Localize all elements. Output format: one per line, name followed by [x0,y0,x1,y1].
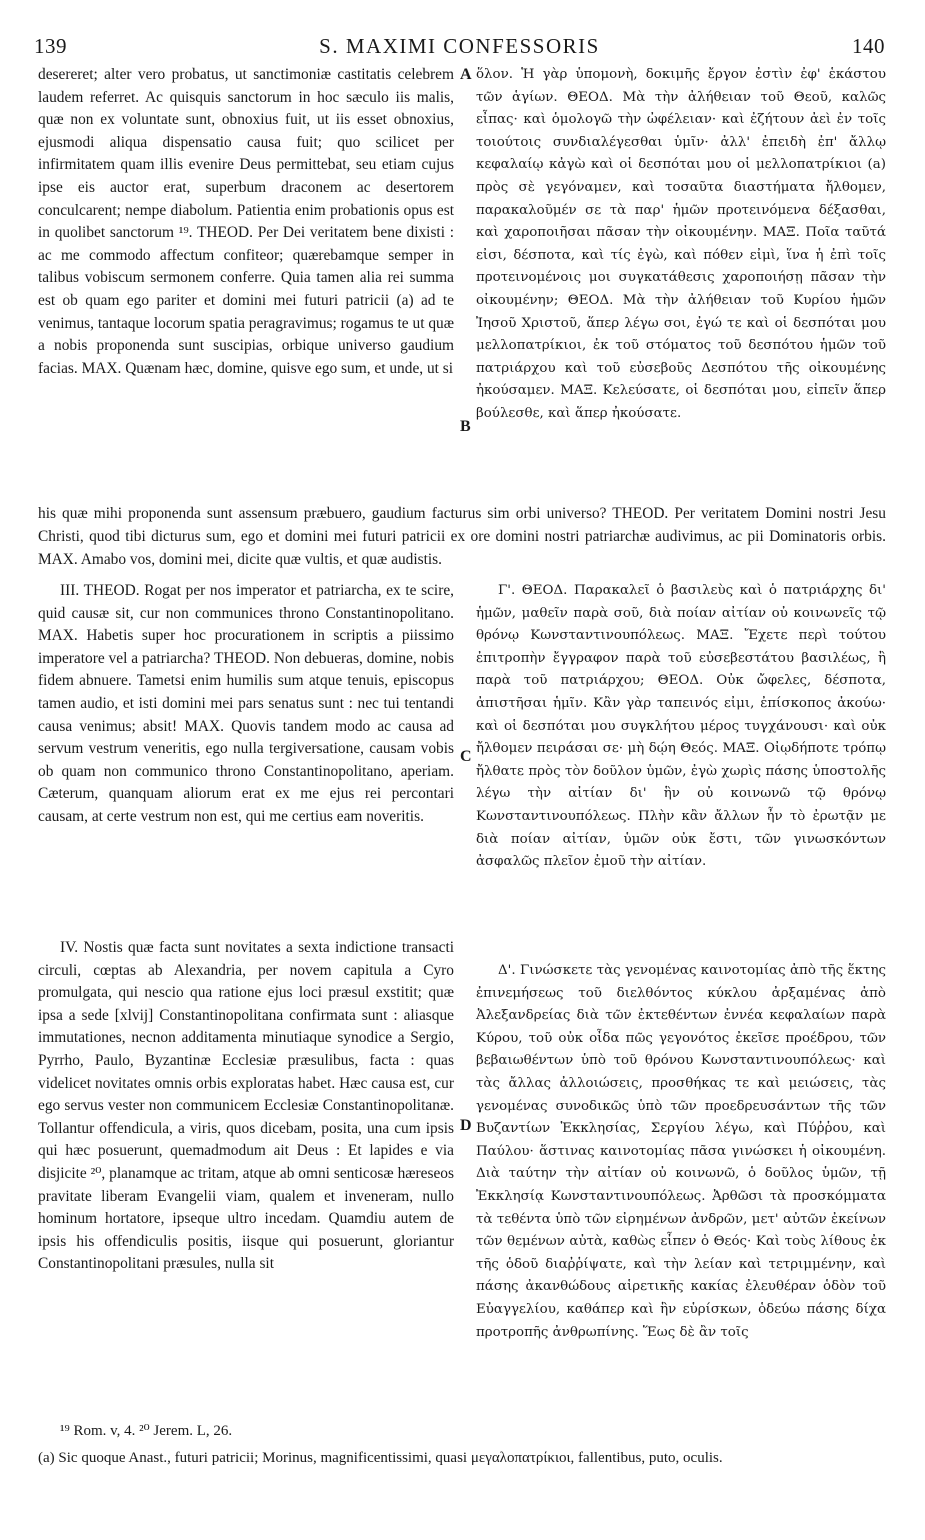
latin-column-block-2 [38,580,454,829]
latin-text-section-3: III. THEOD. Rogat per nos imperator et patriarcha, ex te scire, quid causæ sit, cur non communices throno Constantinopolitano. MAX. Habetis super hoc procurationem in scriptis a piissimo imperatore vel a patriarcha? THEOD. Non debueras, domine, nobis fidem abnuere. Tametsi enim humilis sum atque tenuis, episcopus tamen audio, et isti domini mei pars senatus sunt : nec tui tentandi causa venimus; absit! MAX. Quovis tandem modo ac causa ad servum vestrum veneritis, ego nulla tergiversatione, causam vobis ob quam non communico throno Constantinopolitano, aperiam. Cæterum, quanquam aliorum erat ex me ejus rei percontari causam, at certe vestrum non est, qui me certius eam noveritis. [38,582,454,825]
greek-text-section-4: Δ'. Γινώσκετε τὰς γενομένας καινοτομίας ἀπὸ τῆς ἕκτης ἐπινεμήσεως τοῦ διελθόντος κύκλου ἀρξαμένας ἀπὸ Ἀλεξανδρείας διὰ τῶν ἐκτεθέντων ἐννέα κεφαλαίων παρὰ Κύρου, τοῦ οὐκ οἶδα πῶς γεγονότος ἐκεῖσε προέδρου, τῶν βεβαιωθέντων ὑπὸ τοῦ θρόνου Κωνσταντινουπόλεως· καὶ τὰς ἄλλας ἀλλοιώσεις, προσθήκας τε καὶ μειώσεις, τὰς γενομένας συνοδικῶς ὑπὸ τῶν προεδρευσάντων τῆς τῶν Βυζαντίων Ἐκκλησίας, Σεργίου λέγω, καὶ Πύῤῥου, καὶ Παύλου· ἅστινας καινοτομίας πᾶσα γινώσκει ἡ οἰκουμένη. Διὰ ταύτην τὴν αἰτίαν οὐ κοινωνῶ, ὁ δοῦλος ὑμῶν, τῇ Ἐκκλησίᾳ Κωνσταντινουπόλεως. Ἀρθῶσι τὰ προσκόμματα τὰ τεθέντα ὑπὸ τῶν εἰρημένων ἀνδρῶν, μετ' αὐτῶν ἐκείνων τῶν θεμένων αὐτὰ, καθὼς εἶπεν ὁ Θεός· Καὶ τοὺς λίθους ἐκ τῆς ὁδοῦ διαῤῥίψατε, καὶ τὴν λείαν καὶ τετριμμένην, καὶ πάσης ἀκανθώδους αἱρετικῆς κακίας ἐλευθέραν ὁδὸν τοῦ Εὐαγγελίου, καθάπερ καὶ ἣν εὑρίσκων, ὁδεύω πάσης δίχα προτροπῆς ἀνθρωπίνης. Ἕως δὲ ἂν τοῖς [476,963,886,1340]
margin-letter-b: B [460,418,471,435]
full-width-text: his quæ mihi proponenda sunt assensum præbuero, gaudium facturus sim orbi universo? THEOD. Per veritatem Domini nostri Jesu Christi, quod tibi dicturus sum, ego et domini mei futuri patricii ex ore domini nostri patriarchæ audivimus, ac pii Dominatoris orbis. MAX. Amabo vos, domini mei, dicite quæ vultis, et quæ audistis. [38,505,886,568]
running-title: S. MAXIMI CONFESSORIS [319,34,600,58]
greek-text-block-1: ὅλον. Ἡ γὰρ ὑπομονὴ, δοκιμῆς ἔργον ἐστὶν ἐφ' ἑκάστου τῶν ἁγίων. ΘΕΟΔ. Μὰ τὴν ἀλήθειαν τοῦ Θεοῦ, καλῶς εἶπας· καὶ ὁμολογῶ τὴν ὠφέλειαν· καὶ ἐζήτουν ἀεὶ ἐν τοῖς τοιούτοις συνδιαλέγεσθαι ὑμῖν· ἀλλ' ἐπειδὴ ἐπ' ἄλλῳ κεφαλαίῳ κἀγὼ καὶ οἱ δεσπόται μου οἱ μελλοπατρίκιοι (a) πρὸς σὲ γεγόναμεν, καὶ τοσαῦτα διαστήματα ἤλθομεν, παρακαλοῦμέν σε τὰ παρ' ἡμῶν προτεινόμενα δέξασθαι, καὶ χαροποιῆσαι πᾶσαν τὴν οἰκουμένην. ΜΑΞ. Ποῖα ταῦτά εἰσι, δέσποτα, καὶ τίς ἐγὼ, καὶ πόθεν εἰμὶ, ἵνα ἡ ἐπὶ τοῖς προτεινομένοις μοι συγκατάθεσις χαροποιήσῃ πᾶσαν τὴν οἰκουμένην; ΘΕΟΔ. Μὰ τὴν ἀλήθειαν τοῦ Κυρίου ἡμῶν Ἰησοῦ Χριστοῦ, ἅπερ λέγω σοι, ἐγώ τε καὶ οἱ δεσπόται μου μελλοπατρίκιοι, ἐκ τοῦ στόματος τοῦ δεσπότου ἡμῶν τοῦ πατριάρχου καὶ τοῦ εὐσεβοῦς Δεσπότου τῆς οἰκουμένης ἠκούσαμεν. ΜΑΞ. Κελεύσατε, οἱ δεσπόται μου, εἰπεῖν ἅπερ βούλεσθε, καὶ ἅπερ ἠκούσατε. [476,67,886,421]
margin-letter-c: C [460,748,472,765]
margin-letter-a: A [460,66,472,83]
greek-column-block-1 [476,64,886,426]
page-number-right: 140 [852,34,885,58]
latin-column-block-3 [38,937,454,1276]
editorial-footnote: (a) Sic quoque Anast., futuri patricii; Morinus, magnificentissimi, quasi μεγαλοπατρίκιοι, fallentibus, puto, oculis. [38,1450,723,1466]
greek-column-block-3 [476,960,886,1344]
latin-text-section-4: IV. Nostis quæ facta sunt novitates a sexta indictione transacti circuli, cœptas ab Alexandria, per novem capitula a Cyro promulgata, qui nescio qua ratione ejus loci præsul exstitit; quæ ipsa a sede [xlvij] Constantinopolitana confirmata sunt : aliasque immutationes, necnon additamenta minutiaque synodice a Sergio, Pyrrho, Paulo, Byzantinæ Ecclesiæ præsulibus, facta : quas videlicet novitates omnis orbis exploratas habet. Hæc causa est, cur ego servus vester non communicem Ecclesiæ Constantinopolitanæ. Tollantur offendicula, a viris, quos dicebam, posita, una cum ipsis qui hæc posuerunt, quemadmodum ait Deus : Et lapides e via disjicite ²⁰, planamque ac tritam, atque ab omni senticosæ hæreseos pravitate liberam Evangelii viam, qualem et inveneram, nullo hominum hortatore, ipseque ultro incedam. Quamdiu autem de ipsis his offendiculis positis, iisque qui posuerunt, gloriantur Constantinopolitani præsules, nulla sit [38,939,454,1273]
greek-column-block-2 [476,580,886,874]
latin-column-block-1 [38,64,454,380]
running-header [34,34,885,62]
margin-letter-d: D [460,1117,472,1134]
full-width-paragraph [38,488,886,587]
latin-text-block-1: desereret; alter vero probatus, ut sanctimoniæ castitatis celebrem laudem referret. Ac quisquis sanctorum in hoc sæculo iis malis, quæ non ex voluntate sunt, obnoxius fuit, ut iis esset obnoxius, ejusmodi aliqua dispensatio causa fuit; quo scilicet per infirmitatem quam illis evenire Deus permittebat, seu etiam cujus ipse eis auctor erat, superbum draconem ac desertorem conculcarent; nempe diabolum. Patientia enim probationis opus est in quolibet sanctorum ¹⁹. THEOD. Per Dei veritatem bene dixisti : ac me commodo affectum confiteor; quærebamque semper in talibus vobiscum sermonem conferre. Quia tamen alia rei summa est ob quam ego pariter et domini mei futuri patricii (a) ad te venimus, tantaque locorum spatia peragravimus; rogamus te ut quæ a nobis proponenda sunt suscipias, orbique universo gaudium facias. MAX. Quænam hæc, domine, quisve ego sum, et unde, ut si [38,66,454,377]
greek-text-section-3: Γ'. ΘΕΟΔ. Παρακαλεῖ ὁ βασιλεὺς καὶ ὁ πατριάρχης δι' ἡμῶν, μαθεῖν παρὰ σοῦ, διὰ ποίαν αἰτίαν οὐ κοινωνεῖς τῷ θρόνῳ Κωνσταντινουπόλεως. ΜΑΞ. Ἔχετε περὶ τούτου ἐπιτροπὴν ἔγγραφον παρὰ τοῦ εὐσεβεστάτου βασιλέως, ἢ παρὰ τοῦ πατριάρχου; ΘΕΟΔ. Οὐκ ὤφελες, δέσποτα, ἀπιστῆσαι ἡμῖν. Κἂν γὰρ ταπεινός εἰμι, ἐπίσκοπος ἀκούω· καὶ οἱ δεσπόται μου συγκλήτου μέρος τυγχάνουσι· καὶ οὐκ ἤλθομεν πειράσαι σε· μὴ δῴη Θεός. ΜΑΞ. Οἰῳδήποτε τρόπῳ ἤλθατε πρὸς τὸν δοῦλον ὑμῶν, ἐγὼ χωρὶς πάσης ὑποστολῆς λέγω τὴν αἰτίαν δι' ἣν οὐ κοινωνῶ τῷ θρόνῳ Κωνσταντινουπόλεως. Πλὴν κἂν ἄλλων ἦν τὸ ἐρωτᾷν με διὰ ποίαν αἰτίαν, ὑμῶν οὐκ ἔστι, τῶν γινωσκόντων ἀσφαλῶς πλεῖον ἐμοῦ τὴν αἰτίαν. [476,583,886,870]
scripture-footnotes: ¹⁹ Rom. v, 4. ²⁰ Jerem. L, 26. [60,1423,233,1439]
page-number-left: 139 [34,34,67,58]
